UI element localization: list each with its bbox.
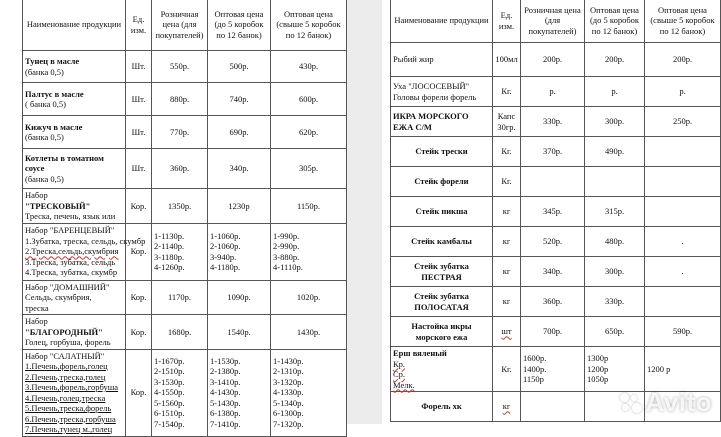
retail-price: 360р. bbox=[152, 149, 208, 189]
bulk-price: 3-880р. bbox=[273, 251, 300, 262]
wholesale-price: 200р. bbox=[585, 43, 645, 77]
bulk-price: . bbox=[645, 257, 721, 287]
set-barentsevy-row bbox=[23, 223, 347, 280]
header-wholesale: Оптовая цена (до 5 коробок по 12 банок) bbox=[208, 0, 271, 51]
wholesale-price: 300р. bbox=[585, 107, 645, 137]
product-name: Рыбий жир bbox=[391, 43, 493, 77]
header-unit: Ед. изм. bbox=[493, 0, 521, 43]
set-salatny-row bbox=[23, 349, 347, 436]
retail-price: 1170р. bbox=[152, 280, 208, 315]
table-row bbox=[391, 257, 721, 287]
header-retail: Розничная цена (для покупателей) bbox=[521, 0, 585, 43]
bulk-price: 1200 р bbox=[645, 347, 721, 392]
set-desc: Треска, печень, язык или bbox=[25, 211, 116, 221]
page-gap bbox=[346, 0, 382, 424]
set-desc: Голец, горбуша, форель bbox=[25, 337, 111, 347]
bulk-price: 620р. bbox=[271, 116, 347, 149]
retail-price: 770р. bbox=[152, 116, 208, 149]
unit-cell: Кор. bbox=[126, 315, 152, 350]
set-item: 7.Печень,тунец м.,голец bbox=[25, 424, 113, 434]
size-label: Мелк. bbox=[393, 379, 415, 390]
retail-price: 1600р. bbox=[523, 353, 547, 364]
wholesale-price: 4-1430р. bbox=[210, 387, 241, 398]
header-unit: Ед. изм. bbox=[126, 0, 152, 51]
set-title: Набор "ДОМАШНИЙ" bbox=[25, 281, 110, 292]
header-name: Наименование продукции bbox=[391, 0, 493, 43]
unit-cell: Шт. bbox=[126, 149, 152, 189]
table-row bbox=[23, 149, 347, 189]
right-price-table bbox=[390, 0, 721, 422]
bulk-price: 5-1340р. bbox=[273, 397, 304, 408]
product-name: ИКРА МОРСКОГО ЕЖА С/М bbox=[391, 107, 493, 137]
bulk-price: 1-1430р. bbox=[273, 355, 304, 366]
retail-price: 2-1510р. bbox=[154, 366, 185, 377]
unit-cell: Кор. bbox=[126, 280, 152, 315]
set-item: 1.Печень,форель,голец bbox=[25, 361, 108, 371]
bulk-price: 2-1310р. bbox=[273, 366, 304, 377]
set-prefix: Набор bbox=[25, 190, 48, 200]
header-bulk: Оптовая цена (свыше 5 коробок по 12 банок) bbox=[645, 0, 721, 43]
set-item: 2.Печень,треска,голец bbox=[25, 371, 106, 382]
unit-cell: кг bbox=[493, 287, 521, 317]
product-sub: (банка 0,5) bbox=[25, 173, 64, 184]
wholesale-price: 650р. bbox=[585, 317, 645, 347]
unit-cell: Шт. bbox=[126, 51, 152, 83]
bulk-price: 3-1320р. bbox=[273, 376, 304, 387]
bulk-price: р. bbox=[645, 77, 721, 107]
table-header-row bbox=[23, 0, 347, 51]
wholesale-price: 490р. bbox=[585, 137, 645, 167]
set-title: Набор "БАРЕНЦЕВЫЙ" bbox=[25, 225, 115, 236]
table-row bbox=[23, 51, 347, 83]
table-row bbox=[23, 83, 347, 116]
header-bulk: Оптовая цена (свыше 5 коробок по 12 банок) bbox=[271, 0, 347, 51]
product-name: Форель хк bbox=[391, 392, 493, 422]
set-item: 3.Печень,форель,горбуша bbox=[25, 382, 119, 392]
wholesale-price: 5-1430р. bbox=[210, 397, 241, 408]
product-name: Уха "ЛОСОСЕВЫЙ" bbox=[393, 81, 470, 91]
set-item: 2.Треска,сельдь,скумбрия bbox=[25, 246, 119, 257]
bulk-price: 7-1320р. bbox=[273, 418, 304, 429]
retail-price: 4-1260р. bbox=[154, 262, 185, 272]
retail-price: 7-1540р. bbox=[154, 418, 185, 429]
wholesale-price: 1540р. bbox=[208, 315, 271, 350]
retail-price: 1680р. bbox=[152, 315, 208, 350]
table-row bbox=[391, 287, 721, 317]
wholesale-price: 690р. bbox=[208, 116, 271, 149]
wholesale-price: 1-1060р. bbox=[210, 230, 241, 241]
bulk-price: 590р. bbox=[645, 317, 721, 347]
product-sub: (банка 0,5) bbox=[25, 66, 64, 77]
table-row bbox=[391, 107, 721, 137]
set-item: 4.Печень,голец,треска bbox=[25, 392, 106, 403]
wholesale-price: 2-1380р. bbox=[210, 366, 241, 377]
wholesale-price: 1200р bbox=[587, 363, 609, 374]
wholesale-price: 7-1410р. bbox=[210, 418, 241, 429]
watermark-text: Avito bbox=[645, 387, 712, 417]
wholesale-price: р. bbox=[585, 77, 645, 107]
product-name: Тунец в масле bbox=[25, 56, 80, 66]
wholesale-price: 4-1180р. bbox=[210, 262, 241, 272]
table-header-row bbox=[391, 0, 721, 43]
unit-cell: кг bbox=[493, 257, 521, 287]
wholesale-price: 1-1530р. bbox=[210, 355, 241, 366]
set-name: "ТРЕСКОВЫЙ" bbox=[25, 200, 91, 211]
retail-price: 550р. bbox=[152, 51, 208, 83]
bulk-price: 1430р. bbox=[271, 315, 347, 350]
bulk-price: 4-1110р. bbox=[273, 262, 303, 272]
retail-price: 1-1670р. bbox=[154, 355, 185, 366]
unit-cell: Кор. bbox=[126, 223, 152, 280]
retail-price: 4-1550р. bbox=[154, 387, 185, 398]
unit-cell: шт bbox=[493, 317, 521, 347]
retail-price: 700р. bbox=[521, 317, 585, 347]
retail-price bbox=[521, 167, 585, 197]
unit-cell: 100мл bbox=[493, 43, 521, 77]
retail-price: 1150р bbox=[523, 374, 544, 385]
bulk-price bbox=[645, 137, 721, 167]
set-name: "БЛАГОРОДНЫЙ" bbox=[25, 326, 103, 337]
retail-price: р. bbox=[521, 77, 585, 107]
product-name: Палтус в масле bbox=[25, 88, 84, 99]
retail-price: 370р. bbox=[521, 137, 585, 167]
set-item: 1.Зубатка, треска, сельдь, скумбр bbox=[25, 235, 146, 246]
wholesale-price bbox=[585, 167, 645, 197]
product-name: Кижуч в масле bbox=[25, 121, 83, 132]
retail-price: 520р. bbox=[521, 227, 585, 257]
product-name: Стейк пикша bbox=[391, 197, 493, 227]
table-row bbox=[391, 317, 721, 347]
product-name: Стейк зубатка ПОЛОСАТАЯ bbox=[391, 287, 493, 317]
ersh-row bbox=[391, 347, 721, 392]
unit-cell: Капс 30гр. bbox=[493, 107, 521, 137]
unit-cell: Кор. bbox=[126, 349, 152, 436]
product-sub: Головы форели форель bbox=[393, 91, 477, 102]
retail-price: 880р. bbox=[152, 83, 208, 116]
unit-cell: Шт. bbox=[126, 83, 152, 116]
set-item: 3.Треска, зубатка, сельдь bbox=[25, 256, 116, 267]
right-document-page bbox=[382, 0, 720, 424]
retail-price: 1350р. bbox=[152, 189, 208, 224]
retail-price: 340р. bbox=[521, 257, 585, 287]
set-treskovy-row bbox=[23, 189, 347, 224]
table-row bbox=[391, 197, 721, 227]
unit-cell: Кг. bbox=[493, 347, 521, 392]
retail-price: 360р. bbox=[521, 287, 585, 317]
table-row bbox=[391, 167, 721, 197]
bulk-price: 430р. bbox=[271, 51, 347, 83]
bulk-price bbox=[645, 287, 721, 317]
header-name: Наименование продукции bbox=[23, 0, 126, 51]
unit-cell: Кг. bbox=[493, 137, 521, 167]
product-name: Стейк трески bbox=[391, 137, 493, 167]
wholesale-price: 740р. bbox=[208, 83, 271, 116]
table-row bbox=[391, 43, 721, 77]
size-label: Кр. bbox=[393, 358, 406, 369]
table-row bbox=[23, 116, 347, 149]
product-name: Стейк форели bbox=[391, 167, 493, 197]
bulk-price: 250р. bbox=[645, 107, 721, 137]
set-item: 5.Печень,треска,форель bbox=[25, 403, 112, 413]
wholesale-price: 1230р bbox=[208, 189, 271, 224]
product-sub: ( банка 0,5) bbox=[25, 99, 66, 109]
retail-price: 2-1140р. bbox=[154, 241, 185, 251]
bulk-price: 4-1330р. bbox=[273, 387, 304, 398]
bulk-price: 1-990р. bbox=[273, 230, 300, 241]
bulk-price: 305р. bbox=[271, 149, 347, 189]
unit-cell: Кг. bbox=[493, 77, 521, 107]
wholesale-price: 300р. bbox=[585, 257, 645, 287]
unit-cell: Кг. bbox=[493, 167, 521, 197]
retail-price bbox=[521, 392, 585, 422]
bulk-price bbox=[645, 167, 721, 197]
bulk-price bbox=[645, 197, 721, 227]
retail-price: 3-1530р. bbox=[154, 376, 185, 387]
wholesale-price: 500р. bbox=[208, 51, 271, 83]
bulk-price: 200р. bbox=[645, 43, 721, 77]
set-item: 4.Треска, зубатка, скумбр bbox=[25, 267, 118, 278]
unit-cell: кг bbox=[493, 227, 521, 257]
product-sub: (банка 0,5) bbox=[25, 132, 64, 142]
product-name: Стейк камбалы bbox=[391, 227, 493, 257]
avito-logo-icon bbox=[620, 393, 642, 415]
retail-price: 1-1130р. bbox=[154, 230, 185, 241]
header-retail: Розничная цена (для покупателей) bbox=[152, 0, 208, 51]
wholesale-price: 340р. bbox=[208, 149, 271, 189]
wholesale-price: 480р. bbox=[585, 227, 645, 257]
wholesale-price: 1050р bbox=[587, 374, 609, 385]
unit-cell: Кор. bbox=[126, 189, 152, 224]
unit-cell: кг bbox=[493, 197, 521, 227]
set-domashny-row bbox=[23, 280, 347, 315]
retail-price: 3-1180р. bbox=[154, 251, 185, 262]
bulk-price: 1020р. bbox=[271, 280, 347, 315]
bulk-price: 1150р. bbox=[271, 189, 347, 224]
wholesale-price: 1090р. bbox=[208, 280, 271, 315]
set-desc: Сельдь, скумбрия, bbox=[25, 292, 92, 302]
avito-watermark bbox=[620, 387, 712, 418]
left-price-table bbox=[22, 0, 347, 437]
size-label: Ср. bbox=[393, 369, 406, 379]
wholesale-price: 1300р bbox=[587, 353, 609, 364]
wholesale-price: 330р. bbox=[585, 287, 645, 317]
bulk-price: 6-1300р. bbox=[273, 408, 304, 419]
wholesale-price: 6-1380р. bbox=[210, 408, 241, 419]
table-row bbox=[391, 227, 721, 257]
product-name: Стейк зубатка ПЕСТРАЯ bbox=[391, 257, 493, 287]
header-wholesale: Оптовая цена (до 5 коробок по 12 банок) bbox=[585, 0, 645, 43]
product-name: Котлеты в томатном соусе bbox=[25, 152, 104, 174]
unit-cell: Шт. bbox=[126, 116, 152, 149]
retail-price: 1400р. bbox=[523, 363, 547, 374]
wholesale-price: 3-940р. bbox=[210, 251, 237, 262]
set-blagorodny-row bbox=[23, 315, 347, 350]
retail-price: 330р. bbox=[521, 107, 585, 137]
bulk-price: 2-990р. bbox=[273, 241, 300, 251]
wholesale-price: 315р. bbox=[585, 197, 645, 227]
bulk-price: 600р. bbox=[271, 83, 347, 116]
table-row bbox=[391, 137, 721, 167]
wholesale-price: 3-1410р. bbox=[210, 376, 241, 387]
set-title: Набор "САЛАТНЫЙ" bbox=[25, 350, 105, 361]
retail-price: 200р. bbox=[521, 43, 585, 77]
product-name: Ерш вяленый bbox=[393, 348, 447, 358]
set-prefix: Набор bbox=[25, 316, 48, 326]
left-document-page bbox=[0, 0, 346, 434]
unit-cell: кг bbox=[493, 392, 521, 422]
product-name: Настойка икры морского ежа bbox=[391, 317, 493, 347]
retail-price: 6-1510р. bbox=[154, 408, 185, 419]
retail-price: 5-1560р. bbox=[154, 397, 185, 408]
set-desc: треска bbox=[25, 302, 49, 313]
retail-price: 345р. bbox=[521, 197, 585, 227]
set-item: 6.Печень,треска,горбуша bbox=[25, 413, 116, 424]
table-row bbox=[391, 77, 721, 107]
wholesale-price: 2-1060р. bbox=[210, 241, 241, 251]
bulk-price: . bbox=[645, 227, 721, 257]
